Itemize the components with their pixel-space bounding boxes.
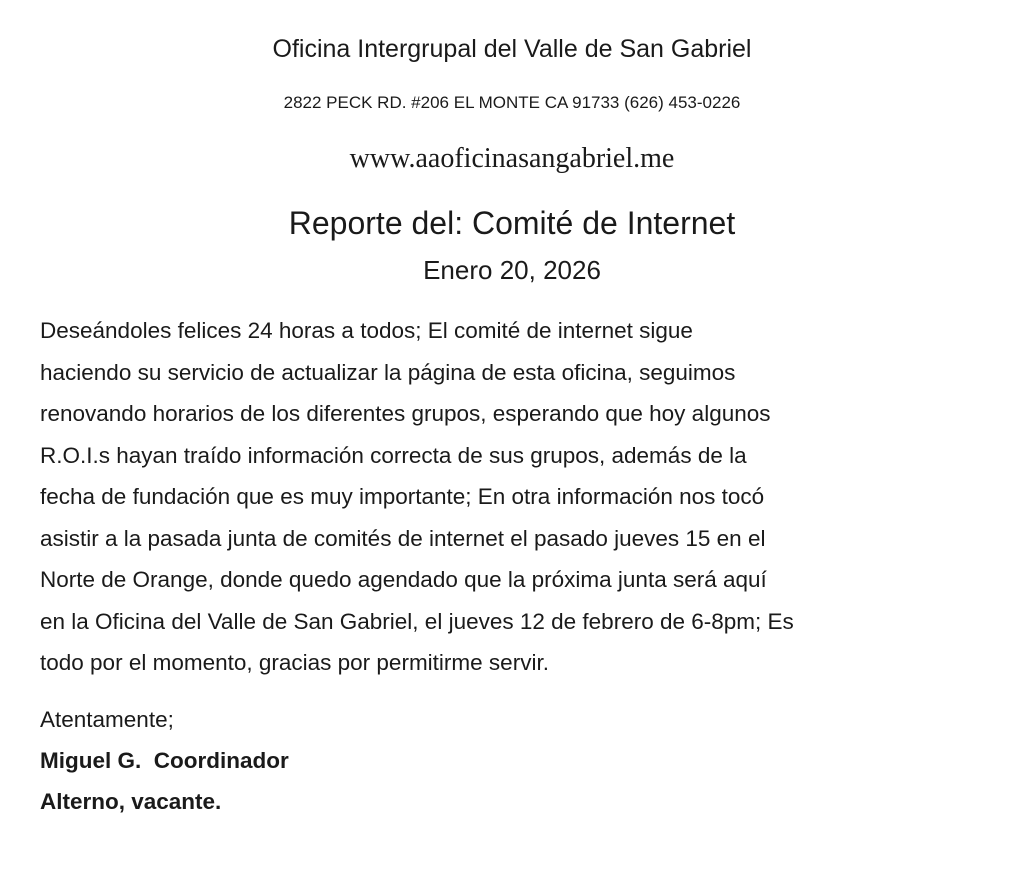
organization-name: Oficina Intergrupal del Valle de San Gabriel <box>272 35 752 63</box>
closing-salutation: Atentamente; <box>40 707 174 732</box>
report-date: Enero 20, 2026 <box>423 255 601 285</box>
body-line: en la Oficina del Valle de San Gabriel, el jueves 12 de febrero de 6-8pm; Es <box>40 608 794 634</box>
body-line: fecha de fundación que es muy importante; En otra información nos tocó <box>40 484 765 509</box>
office-address: 2822 PECK RD. #206 EL MONTE CA 91733 (626) 453-0226 <box>283 93 741 112</box>
body-line: R.O.I.s hayan traído información correcta de sus grupos, además de la <box>40 442 747 468</box>
report-title: Reporte del: Comité de Internet <box>288 205 736 241</box>
body-line: Deseándoles felices 24 horas a todos; El comité de internet sigue <box>40 318 693 343</box>
body-line: asistir a la pasada junta de comités de internet el pasado jueves 15 en el <box>40 525 766 551</box>
body-line: Norte de Orange, donde quedo agendado que la próxima junta será aquí <box>40 567 767 592</box>
body-line: todo por el momento, gracias por permitirme servir. <box>40 650 549 675</box>
website-url: www.aaoficinasangabriel.me <box>349 143 675 174</box>
body-line: renovando horarios de los diferentes grupos, esperando que hoy algunos <box>40 401 771 426</box>
signature-alternate: Alterno, vacante. <box>40 789 222 814</box>
body-line: haciendo su servicio de actualizar la página de esta oficina, seguimos <box>40 359 736 385</box>
signature-coordinator: Miguel G. Coordinador <box>40 748 289 773</box>
report-body <box>40 310 1000 684</box>
